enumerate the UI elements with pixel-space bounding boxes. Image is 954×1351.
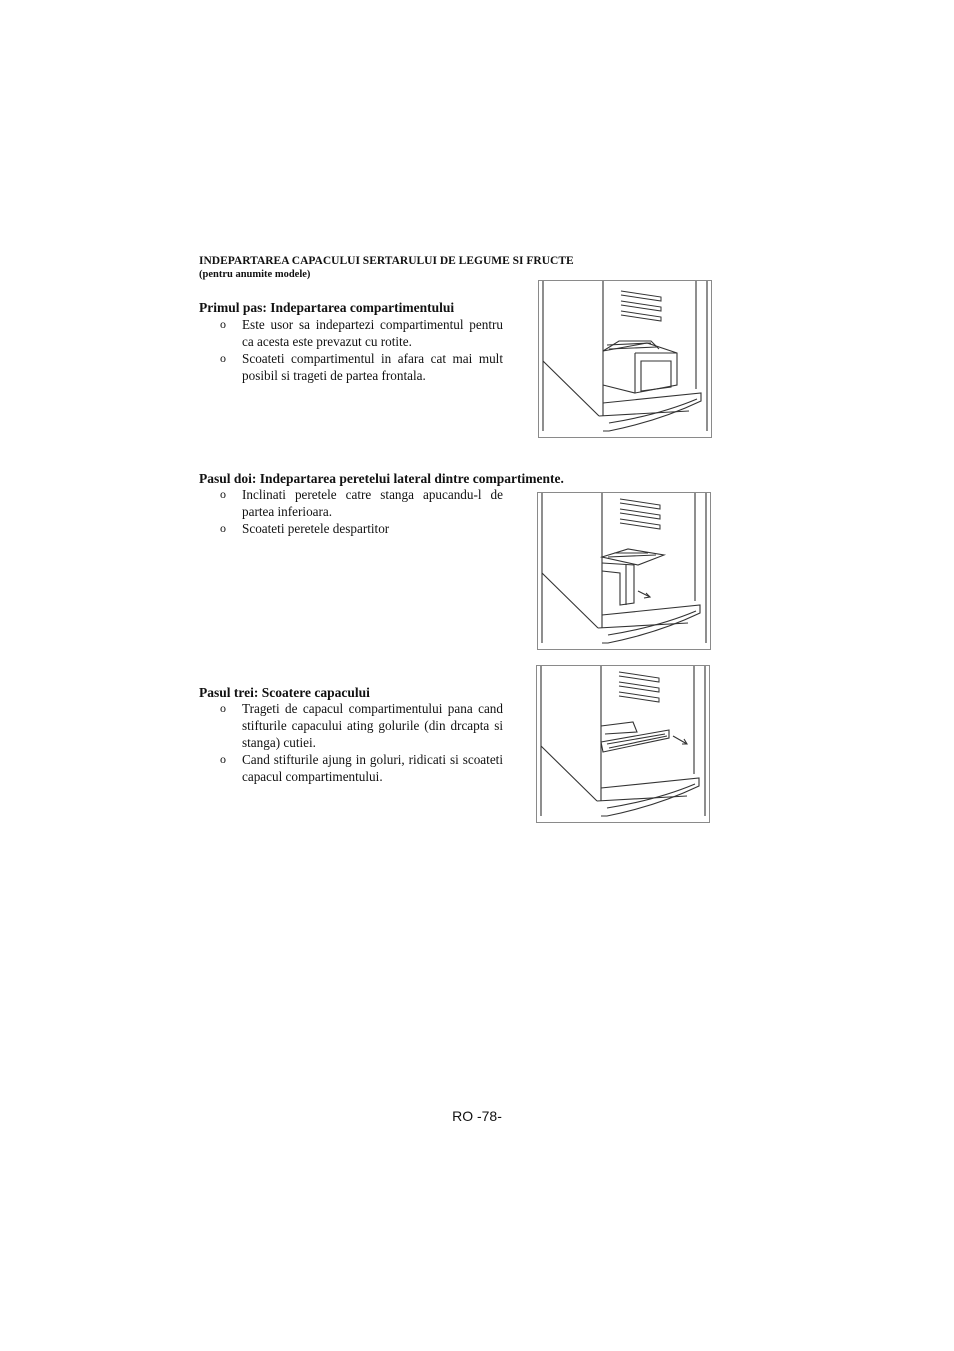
- step-3-item-1-text: Trageti de capacul compartimentului pana cand stifturile capacului ating golurile (din drcapta si stanga) cutiei.: [242, 701, 503, 750]
- bullet-marker: o: [220, 701, 226, 715]
- step-1-item-1-text: Este usor sa indepartezi compartimentul pentru ca acesta este prevazut cu rotite.: [242, 317, 503, 349]
- step-2-item-2-text: Scoateti peretele despartitor: [242, 521, 390, 536]
- section-title: INDEPARTAREA CAPACULUI SERTARULUI DE LEGUME SI FRUCTE: [199, 255, 574, 267]
- step-3-item-1: [199, 700, 503, 751]
- bullet-marker: o: [220, 521, 226, 535]
- step-2-heading: Pasul doi: Indepartarea peretelui lateral dintre compartimente.: [199, 471, 564, 486]
- step-3-heading: Pasul trei: Scoatere capacului: [199, 685, 370, 700]
- step-1-heading: Primul pas: Indepartarea compartimentului: [199, 300, 455, 315]
- bullet-marker: o: [220, 487, 226, 501]
- step-2-item-1: [199, 486, 503, 520]
- step-1-item-1: [199, 316, 503, 350]
- fridge-drawer-removal-drawing: [539, 281, 711, 437]
- step-3-item-2-text: Cand stifturile ajung in goluri, ridicati si scoateti capacul compartimentului.: [242, 752, 503, 784]
- step-1-illustration: [538, 280, 712, 438]
- fridge-divider-removal-drawing: [538, 493, 710, 649]
- step-3-illustration: [536, 665, 710, 823]
- section-subtitle: (pentru anumite modele): [199, 269, 311, 280]
- bullet-marker: o: [220, 317, 226, 331]
- step-2-list: [199, 486, 503, 537]
- step-2-illustration: [537, 492, 711, 650]
- step-1-list: [199, 316, 503, 384]
- bullet-marker: o: [220, 752, 226, 766]
- step-1-item-2: [199, 350, 503, 384]
- bullet-marker: o: [220, 351, 226, 365]
- page-number: RO -78-: [452, 1108, 502, 1124]
- step-2-item-1-text: Inclinati peretele catre stanga apucandu-l de partea inferioara.: [242, 487, 503, 519]
- step-3-item-2: [199, 751, 503, 785]
- step-1-item-2-text: Scoateti compartimentul in afara cat mai mult posibil si trageti de partea frontala.: [242, 351, 503, 383]
- fridge-cover-removal-drawing: [537, 666, 709, 822]
- step-3-list: [199, 700, 503, 785]
- step-2-item-2: [199, 520, 503, 537]
